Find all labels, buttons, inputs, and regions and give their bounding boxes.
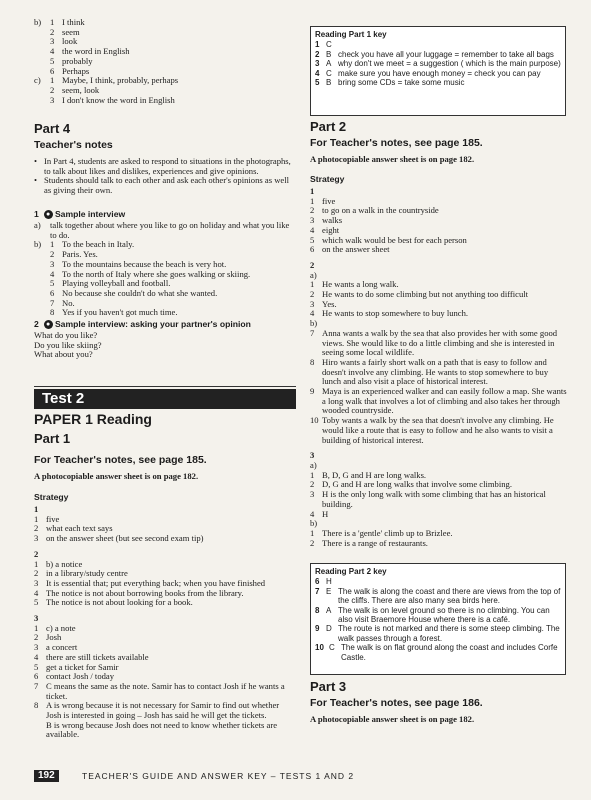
teachers-notes-heading: Teacher's notes bbox=[34, 139, 113, 151]
photocopiable-note: A photocopiable answer sheet is on page 182. bbox=[34, 471, 199, 481]
see-notes-185: For Teacher's notes, see page 185. bbox=[34, 454, 207, 466]
part4-heading: Part 4 bbox=[34, 121, 71, 136]
part2-heading: Part 2 bbox=[310, 119, 347, 134]
part4-notes: • In Part 4, students are asked to respond to situations in the photographs, to talk about likes and dislikes, experiences and give opinions. • Students should talk to each other and ask each other's opinions as well as giving their own. bbox=[34, 156, 291, 196]
part1-heading: Part 1 bbox=[34, 431, 71, 446]
paper1-heading: PAPER 1 Reading bbox=[34, 411, 152, 427]
section-divider bbox=[34, 386, 296, 387]
answers-b: b) 1 I think 2 seem 3 look 4 the word in English 5 probably 6 Perhaps c) 1 Maybe, I think, probably, perhaps 2 seem, look 3 I don't know the word in English bbox=[34, 17, 179, 105]
part3-see-notes: For Teacher's notes, see page 186. bbox=[310, 697, 483, 709]
sample-interview-1: a) talk together about where you like to go on holiday and what you like to do. b) 1 To the beach in Italy. 2 Paris. Yes. 3 To the mountains because the beach is very hot. 4 To the north of Italy where she goes walking or skiing. 5 Playing volleyball and football. 6 No because she couldn't do what she wanted. 7 No. 8 Yes if you haven't got much time. bbox=[34, 220, 290, 318]
page-number: 192 bbox=[34, 770, 59, 782]
page-footer bbox=[34, 770, 568, 782]
reading-part2-key: Reading Part 2 key 6 H 7 E The walk is along the coast and there are views from the top of the cliffs. There are also many sea birds here. 8 A The walk is on level ground so there is no climbing. You can also visit Braemore House where there is a café. 9 D The route is not marked and there is some steep climbing. The walk passes through a forest. 10 C The walk is on flat ground along the coast and includes Corfe Castle. bbox=[310, 563, 566, 675]
part3-photocopiable: A photocopiable answer sheet is on page 182. bbox=[310, 714, 475, 724]
part2-strategy-heading: Strategy bbox=[310, 174, 345, 184]
cd-track-icon: ● bbox=[44, 210, 53, 219]
part2-strategy-answers: 1 1 five 2 to go on a walk in the countryside 3 walks 4 eight 5 which walk would be best for each person 6 on the answer sheet 2 a) 1 He wants a long walk. 2 He wants to do some climbing but not anything too difficult 3 Yes. 4 He wants to stop somewhere to buy lunch. b) 7 Anna wants a walk by the sea that also provides her with some good views. She would like to do a little climbing and she is interested in seeing some local wildlife. 8 Hiro wants a fairly short walk on a path that is easy to follow and doesn't involve any climbing. He wants to stop somewhere to buy lunch and also visit a place of historical interest. 9 Maya is an experienced walker and can easily follow a map. She wants a long walk that involves a lot of climbing and also takes her through wooded countryside. 10 Toby wants a walk by the sea that doesn't involve any climbing. He would like a route that is easy to follow and he also wants to visit a building of historical interest. 3 a) 1 B, D, G and H are long walks. 2 D, G and H are long walks that involve some climbing. 3 H is the only long walk with some climbing that has an historical building. 4 H b) 1 There is a 'gentle' climb up to Brizlee. 2 There is a range of restaurants. bbox=[310, 186, 567, 548]
cd-track-icon: ● bbox=[44, 320, 53, 329]
strategy-heading: Strategy bbox=[34, 492, 69, 502]
footer-title: TEACHER'S GUIDE AND ANSWER KEY – TESTS 1 AND 2 bbox=[82, 771, 355, 781]
part2-photocopiable: A photocopiable answer sheet is on page 182. bbox=[310, 154, 475, 164]
sample-interview-2-heading: 2 ● Sample interview: asking your partner's opinion bbox=[34, 319, 251, 329]
strategy-answers: 1 1 five 2 what each text says 3 on the answer sheet (but see second exam tip) 2 1 b) a notice 2 in a library/study centre 3 It is essential that; put everything back; when you have finished 4 The notice is not about borrowing books from the library. 5 The notice is not about looking for a book. 3 1 c) a note 2 Josh 3 a concert 4 there are still tickets available 5 get a ticket for Samir 6 contact Josh / today 7 C means the same as the note. Samir has to contact Josh if he wants a ticket. 8 A is wrong because it is not necessary for Samir to find out whether Josh is interested in going – Josh has said he will get the tickets. B is wrong because Josh does not need to know whether tickets are available. bbox=[34, 504, 285, 740]
sample-interview-2: What do you like? Do you like skiing? What about you? bbox=[34, 330, 102, 360]
reading-part1-key: Reading Part 1 key 1 C 2 B check you have all your luggage = remember to take all bags 3 A why don't we meet = a suggestion ( which is the main purpose) 4 C make sure you have enough money = check you can pay 5 B bring some CDs = take some music bbox=[310, 26, 566, 116]
part2-see-notes: For Teacher's notes, see page 185. bbox=[310, 137, 483, 149]
part3-heading: Part 3 bbox=[310, 679, 347, 694]
sample-interview-1-heading: 1 ● Sample interview bbox=[34, 209, 126, 219]
test2-banner: Test 2 bbox=[34, 389, 296, 409]
